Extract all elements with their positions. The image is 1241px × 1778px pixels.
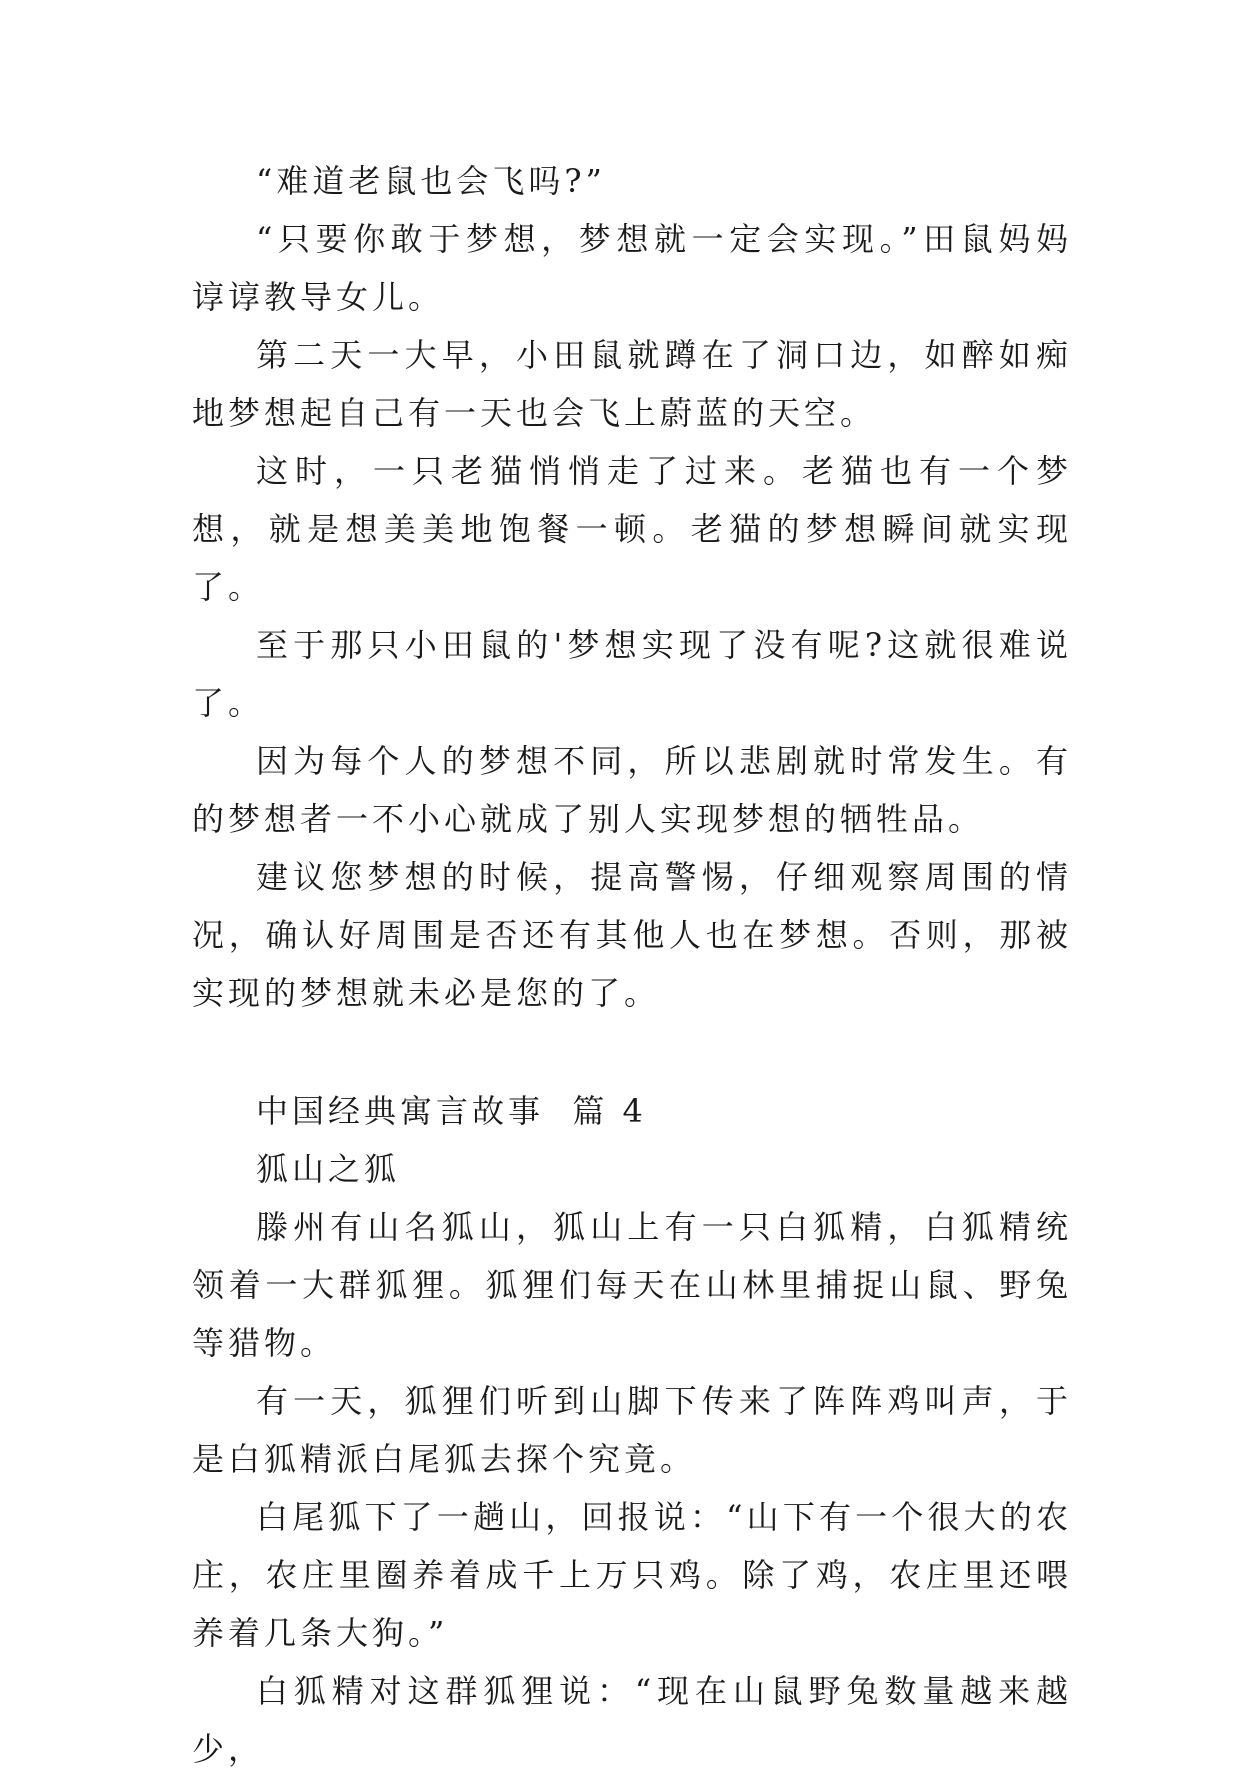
- paragraph: “只要你敢于梦想，梦想就一定会实现。”田鼠妈妈谆谆教导女儿。: [192, 220, 1072, 316]
- document-body: [192, 152, 1072, 1778]
- paragraph: 第二天一大早，小田鼠就蹲在了洞口边，如醉如痴地梦想起自己有一天也会飞上蔚蓝的天空。: [192, 336, 1072, 432]
- paragraph: “难道老鼠也会飞吗?”: [256, 162, 606, 200]
- paragraph: 建议您梦想的时候，提高警惕，仔细观察周围的情况，确认好周围是否还有其他人也在梦想。否则，那被实现的梦想就未必是您的了。: [192, 858, 1072, 1012]
- paragraph: 至于那只小田鼠的'梦想实现了没有呢?这就很难说了。: [192, 626, 1072, 722]
- section-heading: 中国经典寓言故事 篇 4: [256, 1092, 647, 1130]
- paragraph: 这时，一只老猫悄悄走了过来。老猫也有一个梦想，就是想美美地饱餐一顿。老猫的梦想瞬间就实现了。: [192, 452, 1072, 606]
- story-title: 狐山之狐: [256, 1150, 401, 1188]
- section-gap: [192, 1022, 1072, 1082]
- paragraph: 白尾狐下了一趟山，回报说：“山下有一个很大的农庄，农庄里圈养着成千上万只鸡。除了鸡，农庄里还喂养着几条大狗。”: [192, 1498, 1072, 1652]
- paragraph: 有一天，狐狸们听到山脚下传来了阵阵鸡叫声，于是白狐精派白尾狐去探个究竟。: [192, 1382, 1072, 1478]
- paragraph: 因为每个人的梦想不同，所以悲剧就时常发生。有的梦想者一不小心就成了别人实现梦想的牺牲品。: [192, 742, 1072, 838]
- paragraph: 白狐精对这群狐狸说：“现在山鼠野兔数量越来越少，: [192, 1672, 1072, 1768]
- paragraph: 滕州有山名狐山，狐山上有一只白狐精，白狐精统领着一大群狐狸。狐狸们每天在山林里捕捉山鼠、野兔等猎物。: [192, 1208, 1072, 1362]
